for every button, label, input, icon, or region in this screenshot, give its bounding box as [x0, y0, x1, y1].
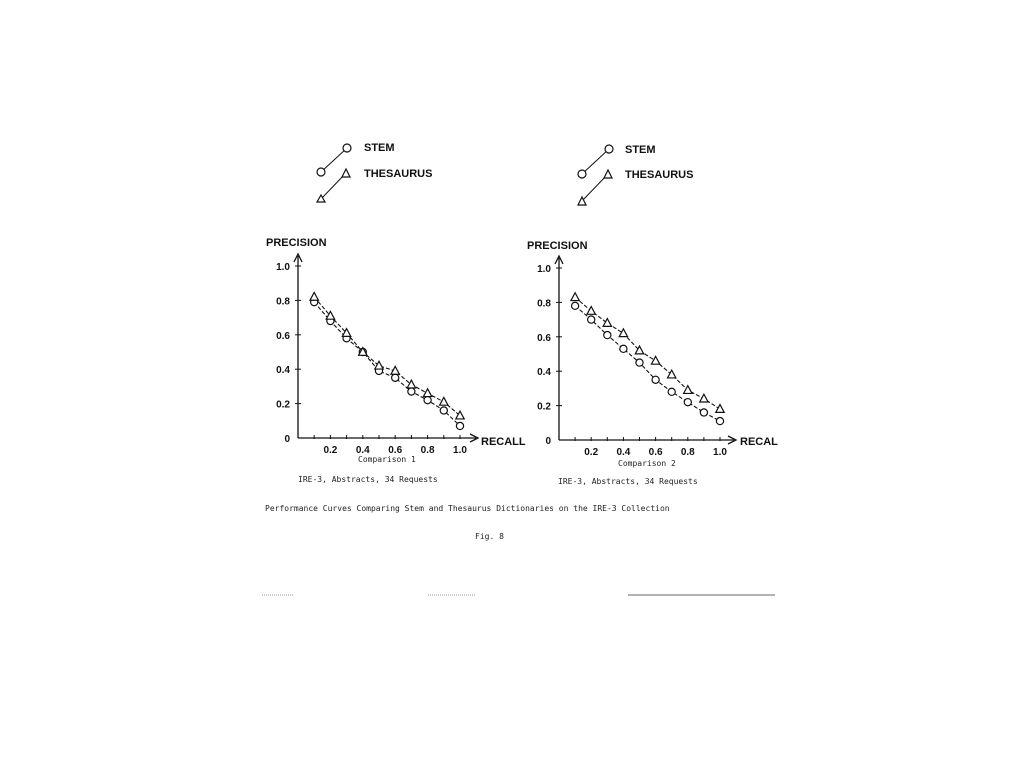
data-point-thesaurus: [423, 389, 431, 397]
y-tick-label: 0: [545, 436, 551, 447]
circle-icon: [605, 145, 613, 153]
chart-1-y-label: PRECISION: [266, 237, 327, 249]
x-tick-label: 0.6: [388, 445, 403, 456]
legend-2-stem-label: STEM: [625, 144, 656, 156]
x-tick-label: 1.0: [713, 447, 727, 458]
chart-1-subcaption: IRE-3, Abstracts, 34 Requests: [298, 475, 438, 484]
figure-number: Fig. 8: [475, 532, 504, 541]
data-point-stem: [620, 345, 627, 352]
y-tick-label: 0.2: [276, 399, 290, 411]
legend-1: [317, 142, 432, 202]
chart-2-subcaption: IRE-3, Abstracts, 34 Requests: [558, 477, 698, 486]
data-point-thesaurus: [668, 370, 676, 378]
data-point-thesaurus: [587, 307, 595, 315]
data-point-thesaurus: [716, 405, 724, 413]
chart-2-caption: Comparison 2: [618, 459, 676, 468]
data-point-stem: [716, 417, 723, 424]
chart-1-caption: Comparison 1: [358, 455, 416, 464]
y-tick-label: 0.4: [537, 367, 551, 379]
data-point-stem: [636, 359, 643, 366]
x-tick-label: 0.6: [648, 447, 663, 458]
x-tick-label: 0.8: [680, 447, 695, 458]
y-tick-label: 0: [284, 434, 290, 445]
circle-icon: [343, 144, 351, 152]
data-point-stem: [604, 331, 611, 338]
x-tick-label: 0.4: [616, 447, 631, 458]
data-point-thesaurus: [651, 356, 659, 364]
y-tick-label: 0.4: [276, 365, 290, 377]
data-point-stem: [700, 409, 707, 416]
x-tick-label: 0.2: [584, 447, 599, 458]
data-point-thesaurus: [603, 319, 611, 327]
chart-comparison-2: [527, 240, 778, 486]
chart-comparison-1: [266, 237, 526, 484]
data-point-thesaurus: [375, 361, 383, 369]
data-point-thesaurus: [684, 386, 692, 394]
x-tick-label: 0.8: [420, 445, 435, 456]
data-point-stem: [392, 374, 399, 381]
data-point-thesaurus: [456, 411, 464, 419]
y-tick-label: 0.6: [276, 330, 290, 342]
series-line-thesaurus: [314, 297, 460, 416]
y-tick-label: 0.8: [276, 296, 290, 308]
legend-1-thesaurus-label: THESAURUS: [364, 168, 433, 180]
data-point-thesaurus: [407, 380, 415, 388]
chart-1-x-label: RECALL: [481, 436, 526, 448]
legend-1-stem-label: STEM: [364, 142, 395, 154]
data-point-stem: [684, 399, 691, 406]
series-line-stem: [314, 302, 460, 426]
legend-1-stem-line: [321, 148, 347, 172]
series-line-thesaurus: [575, 297, 720, 409]
data-point-stem: [424, 397, 431, 404]
data-point-stem: [652, 376, 659, 383]
data-point-thesaurus: [619, 329, 627, 337]
y-tick-label: 1.0: [276, 262, 290, 273]
y-tick-label: 0.8: [537, 298, 551, 310]
data-point-thesaurus: [310, 292, 318, 300]
data-point-thesaurus: [571, 293, 579, 301]
data-point-stem: [588, 316, 595, 323]
x-tick-label: 0.2: [323, 445, 338, 456]
chart-2-x-label: RECAL: [740, 436, 778, 448]
data-point-stem: [668, 388, 675, 395]
data-point-stem: [456, 422, 463, 429]
circle-icon: [317, 168, 325, 176]
data-point-stem: [408, 388, 415, 395]
x-tick-label: 0.4: [355, 445, 370, 456]
data-point-stem: [440, 407, 447, 414]
series-line-stem: [575, 306, 720, 421]
circle-icon: [578, 170, 586, 178]
legend-2: [578, 144, 693, 205]
data-point-thesaurus: [440, 397, 448, 405]
triangle-icon: [342, 169, 350, 177]
y-tick-label: 1.0: [537, 264, 551, 275]
figure-caption: Performance Curves Comparing Stem and Thesaurus Dictionaries on the IRE-3 Collection: [265, 504, 670, 513]
legend-2-stem-line: [582, 149, 609, 174]
data-point-stem: [572, 302, 579, 309]
data-point-thesaurus: [700, 394, 708, 402]
x-tick-label: 1.0: [453, 445, 467, 456]
y-tick-label: 0.6: [537, 332, 551, 344]
legend-2-thesaurus-label: THESAURUS: [625, 169, 694, 181]
y-tick-label: 0.2: [537, 401, 551, 413]
triangle-icon: [604, 170, 612, 178]
chart-2-y-label: PRECISION: [527, 240, 588, 252]
